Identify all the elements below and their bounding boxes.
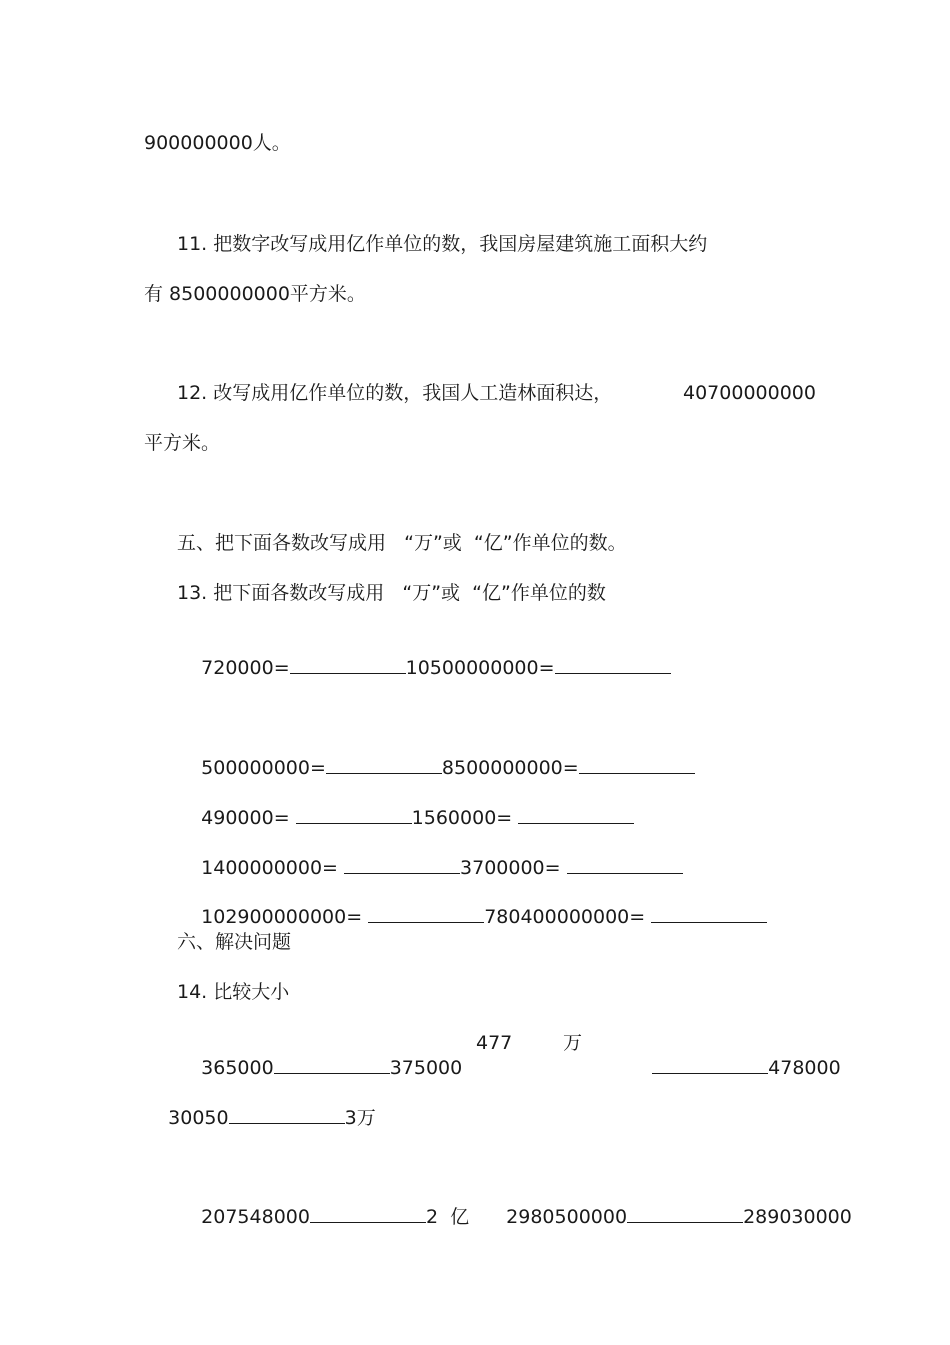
answer-blank[interactable]	[518, 805, 634, 824]
question-14: 14. 比较大小	[177, 981, 290, 1003]
rewrite-item: 780400000000=	[484, 906, 646, 928]
rewrite-item: 500000000=	[201, 757, 326, 779]
compare-item: 万	[563, 1032, 583, 1054]
answer-blank[interactable]	[368, 904, 484, 923]
answer-blank[interactable]	[229, 1105, 345, 1124]
rewrite-item: 490000=	[201, 807, 290, 829]
compare-item: 375000	[389, 1057, 463, 1079]
answer-blank[interactable]	[567, 855, 683, 874]
compare-row-3-tail	[482, 1180, 852, 1253]
compare-row-3	[177, 1180, 469, 1253]
answer-blank[interactable]	[627, 1204, 743, 1223]
compare-item: 2980500000	[506, 1206, 628, 1228]
answer-blank[interactable]	[651, 904, 767, 923]
question-12-line-1: 12. 改写成用亿作单位的数，我国人工造林面积达，	[177, 382, 613, 404]
question-11-line-2: 有 8500000000平方米。	[144, 283, 366, 305]
rewrite-row-1	[177, 631, 671, 704]
answer-blank[interactable]	[555, 655, 671, 674]
compare-item: 30050	[168, 1107, 229, 1129]
answer-blank[interactable]	[310, 1204, 426, 1223]
compare-item: 365000	[201, 1057, 274, 1079]
compare-item: 477	[476, 1032, 513, 1054]
question-12-line-2: 平方米。	[144, 432, 221, 454]
rewrite-item: 1560000=	[411, 807, 513, 829]
rewrite-item: 102900000000=	[201, 906, 363, 928]
answer-blank[interactable]	[274, 1055, 390, 1074]
answer-blank[interactable]	[344, 855, 460, 874]
section-5-heading: 五、把下面各数改写成用 “万”或 “亿”作单位的数。	[177, 532, 627, 554]
rewrite-item: 8500000000=	[441, 757, 579, 779]
answer-blank[interactable]	[579, 755, 695, 774]
compare-item: 2 亿	[425, 1206, 470, 1228]
compare-item: 207548000	[201, 1206, 310, 1228]
compare-row-2	[144, 1081, 376, 1154]
rewrite-item: 720000=	[201, 657, 290, 679]
answer-blank[interactable]	[296, 805, 412, 824]
rewrite-item: 10500000000=	[405, 657, 555, 679]
question-12-number: 40700000000	[683, 382, 816, 404]
compare-item: 3万	[344, 1107, 376, 1129]
compare-item: 289030000	[743, 1206, 852, 1228]
rewrite-item: 1400000000=	[201, 857, 338, 879]
rewrite-item: 3700000=	[460, 857, 561, 879]
text-line-population: 900000000人。	[144, 132, 291, 154]
compare-item: 478000	[768, 1057, 841, 1079]
answer-blank[interactable]	[652, 1055, 768, 1074]
section-6-heading: 六、解决问题	[177, 931, 292, 953]
compare-row-1-tail	[628, 1031, 841, 1104]
question-13: 13. 把下面各数改写成用 “万”或 “亿”作单位的数	[177, 582, 606, 604]
answer-blank[interactable]	[290, 655, 406, 674]
answer-blank[interactable]	[326, 755, 442, 774]
question-11-line-1: 11. 把数字改写成用亿作单位的数，我国房屋建筑施工面积大约	[177, 233, 708, 255]
